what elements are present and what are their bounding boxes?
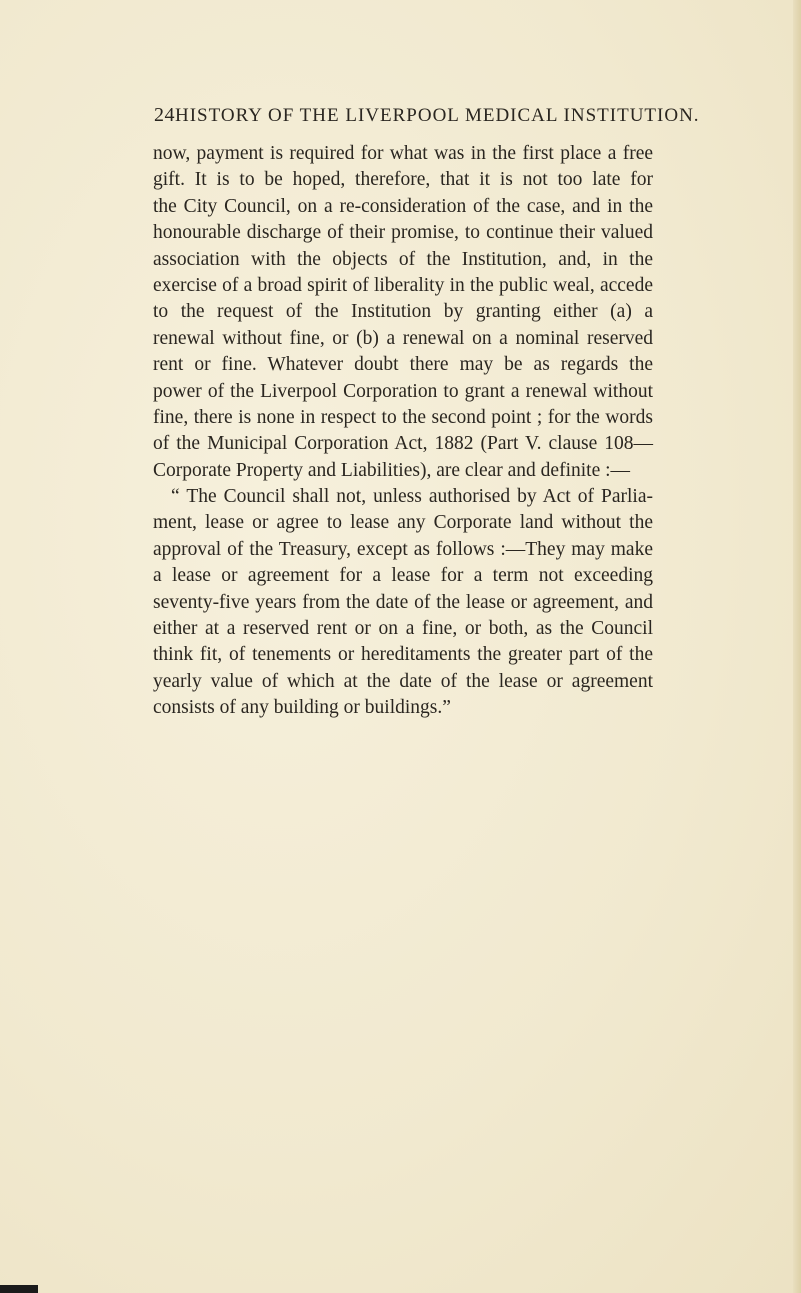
text-line: the City Council, on a re-consideration of the case, and in the — [153, 195, 653, 217]
paragraph-1 — [153, 141, 653, 484]
text-line: gift. It is to be hoped, therefore, that it is not too late for — [153, 169, 653, 191]
text-line: seventy-five years from the date of the lease or agreement, and — [153, 591, 653, 613]
text-line: a lease or agreement for a lease for a term not exceeding — [153, 565, 653, 587]
page-number: 24 — [154, 104, 175, 126]
body-text — [153, 141, 653, 722]
text-line: “ The Council shall not, unless authorised by Act of Parlia- — [171, 486, 653, 508]
quoted-paragraph — [153, 484, 653, 722]
text-line: honourable discharge of their promise, to continue their valued — [153, 222, 653, 244]
text-line: either at a reserved rent or on a fine, or both, as the Council — [153, 618, 653, 640]
text-line: now, payment is required for what was in the first place a free — [153, 143, 653, 164]
text-line: yearly value of which at the date of the lease or agreement — [153, 670, 653, 692]
text-line: fine, there is none in respect to the second point ; for the words — [153, 406, 653, 428]
text-line: association with the objects of the Institution, and, in the — [153, 248, 653, 270]
text-line: of the Municipal Corporation Act, 1882 (Part V. clause 108— — [153, 433, 653, 455]
page-edge — [793, 0, 801, 1293]
running-head-title: HISTORY OF THE LIVERPOOL MEDICAL INSTITUTION. — [175, 105, 700, 126]
text-line: think fit, of tenements or hereditaments the greater part of the — [153, 644, 653, 666]
text-line: power of the Liverpool Corporation to grant a renewal without — [153, 380, 653, 402]
text-line: ment, lease or agree to lease any Corporate land without the — [153, 512, 653, 534]
text-line: renewal without fine, or (b) a renewal on a nominal reserved — [153, 327, 653, 349]
text-line: to the request of the Institution by granting either (a) a — [153, 301, 653, 323]
scan-corner-mark — [0, 1285, 38, 1293]
text-line: Corporate Property and Liabilities), are clear and definite :— — [153, 459, 631, 481]
text-line: consists of any building or buildings.” — [153, 697, 451, 719]
text-line: exercise of a broad spirit of liberality in the public weal, accede — [153, 274, 653, 296]
text-line: rent or fine. Whatever doubt there may be as regards the — [153, 354, 653, 376]
text-line: approval of the Treasury, except as follows :—They may make — [153, 538, 653, 560]
running-head — [154, 104, 700, 127]
